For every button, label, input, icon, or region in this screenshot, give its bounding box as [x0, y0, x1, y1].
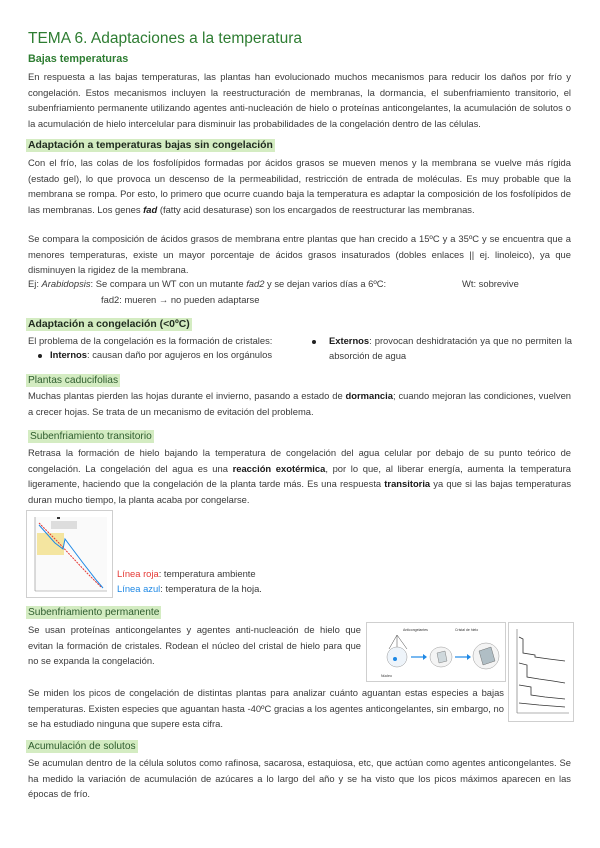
externos-label: Externos [329, 335, 370, 346]
crystal-small [437, 651, 447, 663]
congelacion-intro: El problema de la congelación es la formación de cristales: [28, 335, 273, 346]
series-1 [519, 637, 565, 661]
red-label: Línea roja [117, 568, 159, 579]
fad2-result: fad2: mueren → no pueden adaptarse [101, 294, 260, 305]
paragraph-permanente-1: Se usan proteínas anticongelantes y agentes anti-nucleación de hielo que evitan la formación de cristales. Rodean el núcleo del cristal de hielo para que no se expanda la congelación. [28, 624, 361, 666]
paragraph-transitorio [28, 445, 571, 507]
example-line [28, 276, 386, 291]
paragraph-fosfolipidos [28, 155, 571, 217]
bullet-externos [329, 333, 572, 363]
text-run: Con el frío, las colas de los fosfolípidos formadas por ácidos grasos se mueven menos y la membrana se vuelve más rígida (estado gel), lo que provoca un descenso de la permeabilidad, restricción de entrada de moléculas. Es muy probable que la membrana se rompa. Por esto, lo primero que ocurre cuando baja la temperatura es adaptar la composición de los fosfolípidos de las membranas. Los genes [28, 157, 571, 215]
text-run: (fatty acid desaturase) son los encargados de reestructurar las membranas. [157, 203, 475, 215]
paragraph-acidos-grasos: Se compara la composición de ácidos grasos de membrana entre plantas que han crecido a 15ºC y a 35ºC y se encuentra que a menores temperaturas, existe un mayor porcentaje de ácidos grasos insaturados (dobles enlaces || ej. linoleico), ya que disminuyen la rigidez de la membrana. [28, 233, 571, 275]
text-run: y se dejan varios días a 6ºC: [264, 278, 387, 289]
arrow-head-1 [423, 654, 427, 660]
heading-bajas-temperaturas: Bajas temperaturas [28, 53, 129, 65]
bullet-dot [312, 340, 316, 344]
label-box [51, 521, 77, 529]
series-3 [519, 685, 565, 699]
ice-nucleus [393, 657, 397, 661]
externos-text: : provocan deshidratación ya que no permiten la absorción de agua [329, 335, 572, 361]
cell-stage-1 [387, 647, 407, 667]
antifreeze-diagram [366, 622, 506, 682]
text-run: : Se compara un WT con un mutante [90, 278, 247, 289]
wt-result: Wt: sobrevive [462, 278, 519, 289]
mutant-name: fad2 [246, 278, 265, 289]
paragraph-bajas-temperaturas: En respuesta a las bajas temperaturas, las plantas han evolucionado muchos mecanismos para reducir los daños por frío y congelación. Estos mecanismos incluyen la reestructuración de membranas, la dormancia, el subenfriamiento transitorio, el subenfriamiento permanente utilizando agentes anti-nucleación de hielo o proteínas anticongelantes, la acumulación de solutos o la acumulación de hielo intercelular para disminuir las probabilidades de la congelación dentro de las células. [28, 71, 571, 129]
bullet-internos [38, 348, 272, 362]
red-text: : temperatura ambiente [158, 568, 256, 579]
internos-label: Internos [50, 349, 87, 360]
paragraph-solutos: Se acumulan dentro de la célula solutos como rafinosa, sacarosa, estaquiosa, etc, que actúan como agentes anticongelantes. Se ha medido la variación de acumulación de azúcares a lo largo del año y se ha visto que los picos máximos aparecen en las épocas de frío. [28, 757, 571, 799]
supercooling-figure [26, 510, 113, 598]
paragraph-permanente-2: Se miden los picos de congelación de distintas plantas para analizar cuánto aguantan estas especies a bajas temperaturas. Existen especies que aguantan hasta -40ºC gracias a los agentes anticongelantes, sin embargo, no se ha estudiado ninguna que supere esta cifra. [28, 687, 504, 729]
heading-subenfriamiento-transitorio: Subenfriamiento transitorio [30, 431, 152, 442]
heading-sin-congelacion: Adaptación a temperaturas bajas sin congelación [28, 140, 273, 151]
species-name: Arabidopsis [41, 278, 91, 289]
text-run: , por lo que, al liberar energía, aumenta la temperatura ligeramente, haciendo que la congelación de la planta tarde más. Es una respuesta [28, 462, 571, 489]
freezing-peaks-chart [508, 622, 574, 722]
heading-subenfriamiento-permanente: Subenfriamiento permanente [28, 607, 160, 618]
heading-caducifolias: Plantas caducifolias [28, 375, 119, 386]
page-title: TEMA 6. Adaptaciones a la temperatura [28, 30, 302, 47]
text-run: ya que si las bajas temperaturas duran mucho tiempo, la planta acaba por congelarse. [28, 478, 572, 505]
heading-acumulacion-solutos: Acumulación de solutos [28, 741, 136, 752]
text-run: Retrasa la formación de hielo bajando la temperatura de congelación del agua celular por debajo de su punto teórico de congelación. La congelación del agua es una [28, 447, 571, 474]
blue-label: Línea azul [117, 583, 161, 594]
label-nucleo: Núcleo [381, 674, 392, 678]
gene-name: fad [143, 203, 158, 215]
transitoria-term: transitoria [384, 478, 431, 489]
highlight-box [37, 533, 64, 555]
dormancia-term: dormancia [345, 390, 393, 401]
legend-blue [117, 581, 262, 596]
marker [57, 517, 60, 519]
text-run: Muchas plantas pierden las hojas durante el invierno, pasando a estado de [28, 390, 346, 401]
label-anticongelantes: Anticongelantes [403, 628, 428, 632]
label-cristal: Cristal de hielo [455, 628, 479, 632]
internos-text: : causan daño por agujeros en los orgánulos [86, 349, 273, 360]
blue-text: : temperatura de la hoja. [160, 583, 262, 594]
paragraph-caducifolias [28, 388, 571, 419]
series-2 [519, 663, 565, 683]
legend-red [117, 566, 256, 581]
bullet-dot [38, 354, 42, 358]
series-4 [519, 703, 565, 707]
arrow-head-2 [467, 654, 471, 660]
exotermica-term: reacción exotérmica [232, 462, 326, 474]
heading-congelacion: Adaptación a congelación (<0ºC) [28, 319, 190, 330]
text-run: Ej: [28, 278, 42, 289]
text-run: ; cuando mejoran las condiciones, vuelven a crecer hojas. Se trata de un mecanismo de evitación del problema. [28, 390, 571, 417]
bullet-dot-externos [312, 333, 322, 348]
